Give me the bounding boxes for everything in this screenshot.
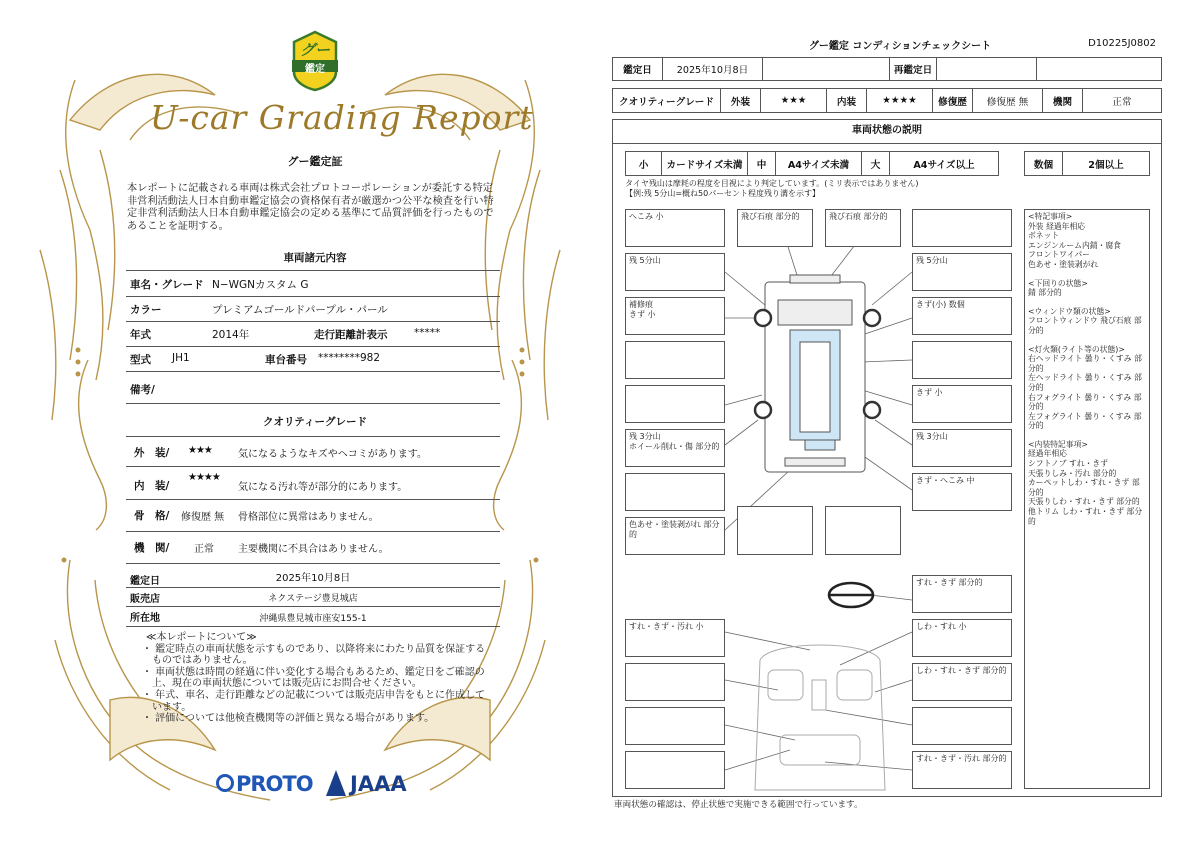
proto-logo: PROTO xyxy=(236,772,313,796)
condition-box xyxy=(625,473,725,511)
date-label: 鑑定日 xyxy=(613,58,663,81)
notes-title: ≪本レポートについて≫ xyxy=(146,632,257,643)
report-notes xyxy=(142,632,490,725)
proto-logo-icon xyxy=(216,774,234,792)
goo-kantei-badge xyxy=(286,30,344,92)
note-item: ・ 年式、車名、走行距離などの記載については販売店申告をもとに作成しています。 xyxy=(142,689,485,713)
repair-label: 修復歴 xyxy=(933,89,973,113)
note-line: ボネット xyxy=(1028,231,1060,241)
condition-box: 色あせ・塗装剥がれ 部分的 xyxy=(625,517,725,555)
detail-row-address xyxy=(126,607,500,627)
condition-box xyxy=(625,751,725,789)
condition-box xyxy=(625,385,725,423)
tire-note-line: 【例:残 5分山=概ね50パーセント程度残り溝を示す】 xyxy=(625,189,821,198)
chassis-value: ********982 xyxy=(318,352,381,364)
int-value: ★★★★ xyxy=(867,89,933,113)
chassis-label: 車台番号 xyxy=(265,354,307,366)
note-line: 外装 経過年相応 xyxy=(1028,221,1086,231)
condition-box: 補修痕 きず 小 xyxy=(625,297,725,335)
condition-box xyxy=(625,341,725,379)
detail-row-date xyxy=(126,569,500,588)
condition-box: きず 小 xyxy=(912,385,1012,423)
notes-group xyxy=(1028,279,1146,298)
quality-label: 外 装/ xyxy=(134,447,170,459)
year-value: 2014年 xyxy=(212,329,250,341)
condition-box xyxy=(912,341,1012,379)
condition-box: 残 5分山 xyxy=(625,253,725,291)
size-large-desc: A4サイズ以上 xyxy=(890,152,999,176)
note-line: 色あせ・塗装剥がれ xyxy=(1028,259,1099,269)
note-line: 左フォグライト 曇り・くすみ 部分的 xyxy=(1028,411,1142,431)
spec-row-name xyxy=(126,277,500,297)
note-line: エンジンルーム内錆・腐食 xyxy=(1028,240,1121,250)
quality-text: 主要機関に不具合はありません。 xyxy=(238,544,389,555)
condition-box: 飛び石痕 部分的 xyxy=(825,209,901,247)
size-mid: 中 xyxy=(748,152,776,176)
color-label: カラー xyxy=(130,304,162,316)
condition-box xyxy=(625,663,725,701)
quality-text: 気になるようなキズやヘコミがあります。 xyxy=(238,449,427,460)
engine-value: 正常 xyxy=(1083,89,1162,113)
tire-note-line: タイヤ残山は摩耗の程度を目視により判定しています。(ミリ表示ではありません) xyxy=(625,179,919,188)
engine-label: 機関 xyxy=(1043,89,1083,113)
spec-row-remarks xyxy=(126,382,500,404)
condition-box: 残 3分山 xyxy=(912,429,1012,467)
condition-box: 飛び石痕 部分的 xyxy=(737,209,813,247)
size-large: 大 xyxy=(862,152,890,176)
model-label: 型式 xyxy=(130,354,151,366)
note-item: ・ 車両状態は時間の経過に伴い変化する場合もあるため、鑑定日をご確認の上、現在の車両状態については販売店にお問合せください。 xyxy=(142,666,485,690)
note-line: 経過年相応 xyxy=(1028,449,1067,459)
date-value: 2025年10月8日 xyxy=(663,58,763,81)
sheet-title: グー鑑定 コンディションチェックシート xyxy=(808,41,992,52)
quality-text: 気になる汚れ等が部分的にあります。 xyxy=(238,482,408,493)
notes-group xyxy=(1028,345,1146,431)
condition-check-sheet xyxy=(600,0,1200,848)
script-title: U-car Grading Report xyxy=(150,98,534,137)
quality-grade: 正常 xyxy=(194,544,214,555)
note-line: <ウィンドウ類の状態> xyxy=(1028,306,1111,316)
cert-title: グー鑑定証 xyxy=(287,155,343,168)
badge-text-bottom: 鑑定 xyxy=(305,64,325,75)
spec-row-model xyxy=(126,352,500,372)
ext-value: ★★★ xyxy=(761,89,827,113)
note-line: <下回りの状態> xyxy=(1028,278,1088,288)
date-value: 2025年10月8日 xyxy=(275,573,351,584)
note-line: カーペットしわ・すれ・きず 部分的 xyxy=(1028,478,1140,497)
quality-row-frame xyxy=(126,508,500,532)
condition-box: きず(小) 数個 xyxy=(912,297,1012,335)
quality-label: 内 装/ xyxy=(134,480,170,492)
note-line: 天張りしみ・汚れ 部分的 xyxy=(1028,468,1117,478)
repair-value: 修復歴 無 xyxy=(973,89,1043,113)
footer-note: 車両状態の確認は、停止状態で実施できる範囲で行っています。 xyxy=(614,800,863,810)
mileage-label: 走行距離計表示 xyxy=(314,329,388,341)
state-title: 車両状態の説明 xyxy=(612,119,1162,144)
spec-row-color xyxy=(126,302,500,322)
note-item: ・ 評価については他検査機関等の評価と異なる場合があります。 xyxy=(142,713,435,725)
note-line: <灯火類(ライト等の状態)> xyxy=(1028,344,1125,354)
note-line: 右ヘッドライト 曇り・くすみ 部分的 xyxy=(1028,354,1142,373)
condition-box xyxy=(625,707,725,745)
note-line: 左ヘッドライト 曇り・くすみ 部分的 xyxy=(1028,373,1142,392)
ext-label: 外装 xyxy=(721,89,761,113)
redate-label: 再鑑定日 xyxy=(890,58,937,81)
notes-group xyxy=(1028,440,1146,526)
count-label: 数個 xyxy=(1025,152,1063,176)
notes-group xyxy=(1028,307,1146,336)
address-label: 所在地 xyxy=(130,613,160,624)
condition-box: しわ・すれ・きず 部分的 xyxy=(912,663,1012,701)
note-line: 他トリム しわ・すれ・きず 部分的 xyxy=(1028,507,1143,526)
detail-row-dealer xyxy=(126,588,500,607)
quality-text: 骨格部位に異常はありません。 xyxy=(238,512,379,523)
quality-row-interior xyxy=(126,474,500,500)
cert-body-text: 本レポートに記載される車両は株式会社プロトコーポレーションが委託する特定非営利活動法人日本自動車鑑定協会の資格保有者が厳選かつ公平な検査を行い特定非営利活動法人日本自動車鑑定協会の定める基準にて品質評価を行ったものであることを証明する。 xyxy=(127,183,494,232)
dealer-value: ネクステージ豊見城店 xyxy=(268,594,358,604)
condition-box xyxy=(912,707,1012,745)
quality-grade: ★★★★ xyxy=(188,472,220,483)
note-line: フロントウィンドウ 飛び石痕 部分的 xyxy=(1028,316,1142,335)
name-value: N−WGNカスタム G xyxy=(212,279,309,291)
name-label: 車名・グレード xyxy=(130,279,204,291)
document-id: D10225J0802 xyxy=(1088,38,1156,49)
size-small: 小 xyxy=(626,152,662,176)
note-line: 天張りしわ・すれ・きず 部分的 xyxy=(1028,497,1140,507)
condition-box xyxy=(737,506,813,555)
dealer-label: 販売店 xyxy=(130,594,160,605)
quality-grade: ★★★ xyxy=(188,445,212,456)
model-value: JH1 xyxy=(172,352,190,364)
divider xyxy=(126,436,500,437)
badge-text-top: グー xyxy=(299,41,330,59)
note-line: シフトノブ すれ・きず xyxy=(1028,459,1108,469)
notes-group xyxy=(1028,212,1146,270)
quality-row-exterior xyxy=(126,445,500,467)
quality-title: クオリティーグレード xyxy=(263,416,367,428)
condition-box xyxy=(912,209,1012,247)
divider xyxy=(126,270,500,271)
jaaa-logo: JAAA xyxy=(350,772,407,796)
quality-label: 機 関/ xyxy=(134,542,170,554)
condition-box: きず・へこみ 中 xyxy=(912,473,1012,511)
qg-label: クオリティーグレード xyxy=(613,89,721,113)
condition-box xyxy=(825,506,901,555)
count-desc: 2個以上 xyxy=(1063,152,1150,176)
condition-box: しわ・すれ 小 xyxy=(912,619,1012,657)
spec-row-year xyxy=(126,327,500,347)
steering-wheel-icon xyxy=(829,583,873,607)
jaaa-logo-icon xyxy=(326,770,346,796)
condition-box: すれ・きず・汚れ 小 xyxy=(625,619,725,657)
note-line: <内装特記事項> xyxy=(1028,439,1088,449)
year-label: 年式 xyxy=(130,329,151,341)
mileage-value: ***** xyxy=(414,327,441,339)
note-line: <特記事項> xyxy=(1028,212,1073,221)
date-label: 鑑定日 xyxy=(130,576,160,587)
condition-box: 残 3分山 ホイール削れ・傷 部分的 xyxy=(625,429,725,467)
remarks-label: 備考/ xyxy=(130,384,155,396)
size-mid-desc: A4サイズ未満 xyxy=(776,152,862,176)
condition-box: 残 5分山 xyxy=(912,253,1012,291)
condition-box: すれ・きず 部分的 xyxy=(912,575,1012,613)
note-line: フロントワイパー xyxy=(1028,250,1090,260)
quality-row-engine xyxy=(126,540,500,564)
size-small-desc: カードサイズ未満 xyxy=(662,152,748,176)
condition-box: すれ・きず・汚れ 部分的 xyxy=(912,751,1012,789)
note-item: ・ 鑑定時点の車両状態を示すものであり、以降将来にわたり品質を保証するものではありません。 xyxy=(142,643,486,667)
logos xyxy=(216,770,416,800)
quality-label: 骨 格/ xyxy=(134,510,170,522)
spec-title: 車両諸元内容 xyxy=(283,252,347,264)
color-value: プレミアムゴールドパープル・パール xyxy=(212,304,388,316)
condition-box: へこみ 小 xyxy=(625,209,725,247)
int-label: 内装 xyxy=(827,89,867,113)
address-value: 沖縄県豊見城市座安155-1 xyxy=(259,614,367,624)
special-notes xyxy=(1024,209,1150,789)
note-line: 錆 部分的 xyxy=(1028,288,1062,298)
quality-grade: 修復歴 無 xyxy=(181,512,225,523)
note-line: 右フォグライト 曇り・くすみ 部分的 xyxy=(1028,392,1142,412)
